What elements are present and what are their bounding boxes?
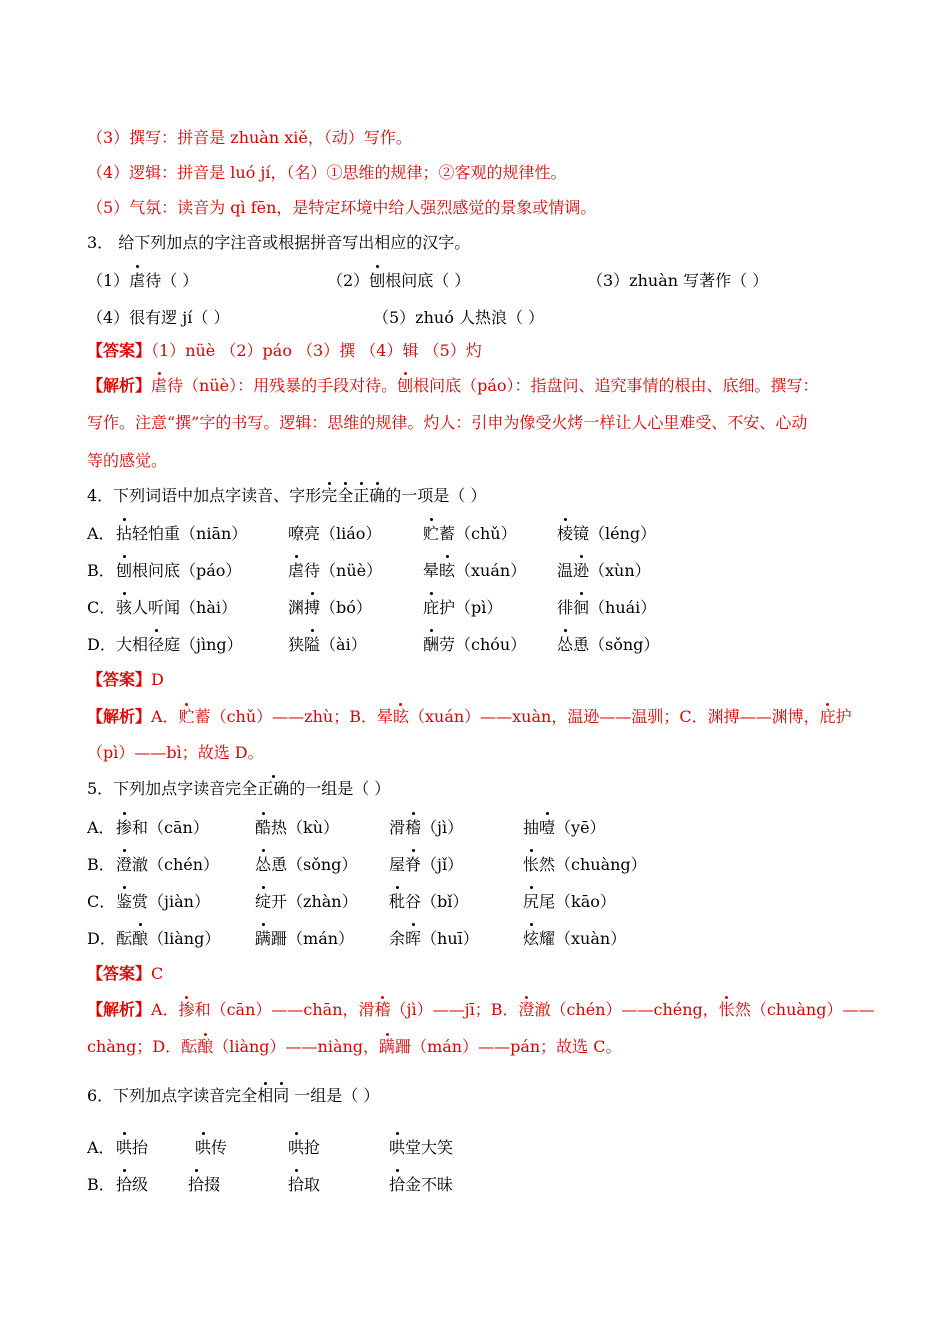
q4-d-item-3: 酬劳（chóu）: [423, 632, 526, 655]
q4-a-item-4: 棱镜（léng）: [557, 521, 656, 544]
note-line-1: （3）撰写：拼音是 zhuàn xiě，（动）写作。: [87, 128, 412, 147]
note-line-3: （5）气氛：读音为 qì fēn，是特定环境中给人强烈感觉的景象或情调。: [87, 198, 597, 217]
q4-b-item-4: 温逊（xùn）: [557, 558, 651, 581]
q6-option-b: B． 拾级 拾掇 拾取 拾金不昧: [87, 1172, 887, 1194]
q6-a-item-1: 哄抬: [116, 1135, 148, 1158]
q4-a-item-1: 拈轻怕重（niān）: [116, 521, 247, 544]
q5-answer: 【答案】C: [87, 964, 164, 983]
q5-stem: 5．下列加点字读音完全正确的一组是（ ）: [87, 779, 391, 798]
q4-b-item-3: 晕眩（xuán）: [423, 558, 526, 581]
q4-option-c: C． 骇人听闻（hài） 渊搏（bó） 庇护（pì） 徘徊（huái）: [87, 595, 887, 617]
q4-option-b: B． 刨根问底（páo） 虐待（nüè） 晕眩（xuán） 温逊（xùn）: [87, 558, 887, 580]
q6-b-item-1: 拾级: [116, 1172, 148, 1195]
q3-items-row-2: [87, 305, 887, 327]
q5-c-item-4: 尻尾（kāo）: [523, 889, 616, 912]
q5-b-item-2: 怂恿（sǒng）: [255, 852, 357, 875]
q4-analysis-line-1: 【解析】A．贮蓄（chǔ）——zhù；B．晕眩（xuán）——xuàn，温逊——温驯；C．渊搏——渊博，庇护: [87, 707, 852, 726]
q5-b-item-3: 屋脊（jǐ）: [389, 852, 463, 875]
q5-a-item-4: 抽噎（yē）: [523, 815, 606, 838]
q4-d-item-4: 怂恿（sǒng）: [557, 632, 659, 655]
q5-c-item-1: 鉴赏（jiàn）: [116, 889, 210, 912]
q4-c-item-3: 庇护（pì）: [423, 595, 502, 618]
q6-stem: 6．下列加点字读音完全相同 一组是（ ）: [87, 1086, 380, 1105]
q5-a-item-3: 滑稽（jì）: [389, 815, 463, 838]
q5-a-item-1: 掺和（cān）: [116, 815, 209, 838]
q4-analysis-line-2: （pì）——bì；故选 D。: [87, 743, 264, 762]
q5-option-d: D． 酝酿（liàng） 蹒跚（mán） 余晖（huī） 炫耀（xuàn）: [87, 926, 887, 948]
q3-analysis-line-1: 【解析】虐待（nüè）：用残暴的手段对待。刨根问底（páo）：指盘问、追究事情的根由、底细。撰写：: [87, 376, 819, 395]
q6-option-a: A． 哄抬 哄传 哄抢 哄堂大笑: [87, 1135, 887, 1157]
q3-item-5: （5）zhuó 人热浪（ ）: [373, 308, 545, 327]
q4-c-item-4: 徘徊（huái）: [557, 595, 656, 618]
q5-option-a: A． 掺和（cān） 酷热（kù） 滑稽（jì） 抽噎（yē）: [87, 815, 887, 837]
q6-a-item-3: 哄抢: [288, 1135, 320, 1158]
q6-b-item-2: 拾掇: [188, 1172, 220, 1195]
q3-items-row-1: [87, 268, 887, 290]
q4-a-item-3: 贮蓄（chǔ）: [423, 521, 517, 544]
q5-option-c: C． 鉴赏（jiàn） 绽开（zhàn） 秕谷（bǐ） 尻尾（kāo）: [87, 889, 887, 911]
q6-stem-emphasis: 相同: [257, 1086, 290, 1105]
q5-a-item-2: 酷热（kù）: [255, 815, 339, 838]
q3-item-4: （4）很有逻 jí（ ）: [87, 308, 230, 327]
q4-b-item-2: 虐待（nüè）: [288, 558, 382, 581]
q5-d-item-1: 酝酿（liàng）: [116, 926, 220, 949]
q4-stem-emphasis: 完全正确: [321, 486, 386, 505]
q5-c-item-3: 秕谷（bǐ）: [389, 889, 468, 912]
note-line-2: （4）逻辑：拼音是 luó jí，（名）①思维的规律；②客观的规律性。: [87, 163, 567, 182]
q3-answer: 【答案】（1）nüè （2）páo （3）撰 （4）辑 （5）灼: [87, 341, 482, 360]
q5-analysis-line-2: chàng；D．酝酿（liàng）——niàng，蹒跚（mán）——pán；故选 C。: [87, 1037, 622, 1056]
q4-stem: 4．下列词语中加点字读音、字形完全正确的一项是（ ）: [87, 486, 487, 505]
q5-b-item-4: 怅然（chuàng）: [523, 852, 647, 875]
q5-c-item-2: 绽开（zhàn）: [255, 889, 358, 912]
q3-analysis-line-2: 写作。注意“撰”字的书写。逻辑：思维的规律。灼人：引申为像受火烤一样让人心里难受、不安、心动: [87, 413, 808, 432]
q4-option-d: D． 大相径庭（jìng） 狭隘（ài） 酬劳（chóu） 怂恿（sǒng）: [87, 632, 887, 654]
q5-d-item-3: 余晖（huī）: [389, 926, 479, 949]
q3-item-3: （3）zhuàn 写著作（ ）: [587, 271, 769, 290]
q5-d-item-2: 蹒跚（mán）: [255, 926, 354, 949]
q4-c-item-2: 渊搏（bó）: [288, 595, 372, 618]
q6-a-item-2: 哄传: [195, 1135, 227, 1158]
q3-item-1: （1）虐待（ ）: [87, 268, 198, 291]
q4-b-item-1: 刨根问底（páo）: [116, 558, 241, 581]
q6-b-item-3: 拾取: [288, 1172, 320, 1195]
q6-a-item-4: 哄堂大笑: [389, 1135, 453, 1158]
q5-b-item-1: 澄澈（chén）: [116, 852, 219, 875]
q4-a-item-2: 嘹亮（liáo）: [288, 524, 382, 543]
q5-option-b: B． 澄澈（chén） 怂恿（sǒng） 屋脊（jǐ） 怅然（chuàng）: [87, 852, 887, 874]
q3-item-2: （2）刨根问底（ ）: [327, 268, 470, 291]
q3-analysis-line-3: 等的感觉。: [87, 451, 168, 470]
q4-d-item-1: 大相径庭（jìng）: [116, 632, 243, 655]
q4-c-item-1: 骇人听闻（hài）: [116, 595, 237, 618]
q6-b-item-4: 拾金不昧: [389, 1172, 453, 1195]
q4-answer: 【答案】D: [87, 670, 164, 689]
q4-option-a: A． 拈轻怕重（niān） 嘹亮（liáo） 贮蓄（chǔ） 棱镜（léng）: [87, 521, 887, 543]
q4-d-item-2: 狭隘（ài）: [288, 632, 367, 655]
q5-d-item-4: 炫耀（xuàn）: [523, 926, 626, 949]
q5-analysis-line-1: 【解析】A．掺和（cān）——chān，滑稽（jì）——jī；B．澄澈（chén）——chéng，怅然（chuàng）——: [87, 1000, 875, 1019]
q3-stem: 3． 给下列加点的字注音或根据拼音写出相应的汉字。: [87, 233, 471, 252]
